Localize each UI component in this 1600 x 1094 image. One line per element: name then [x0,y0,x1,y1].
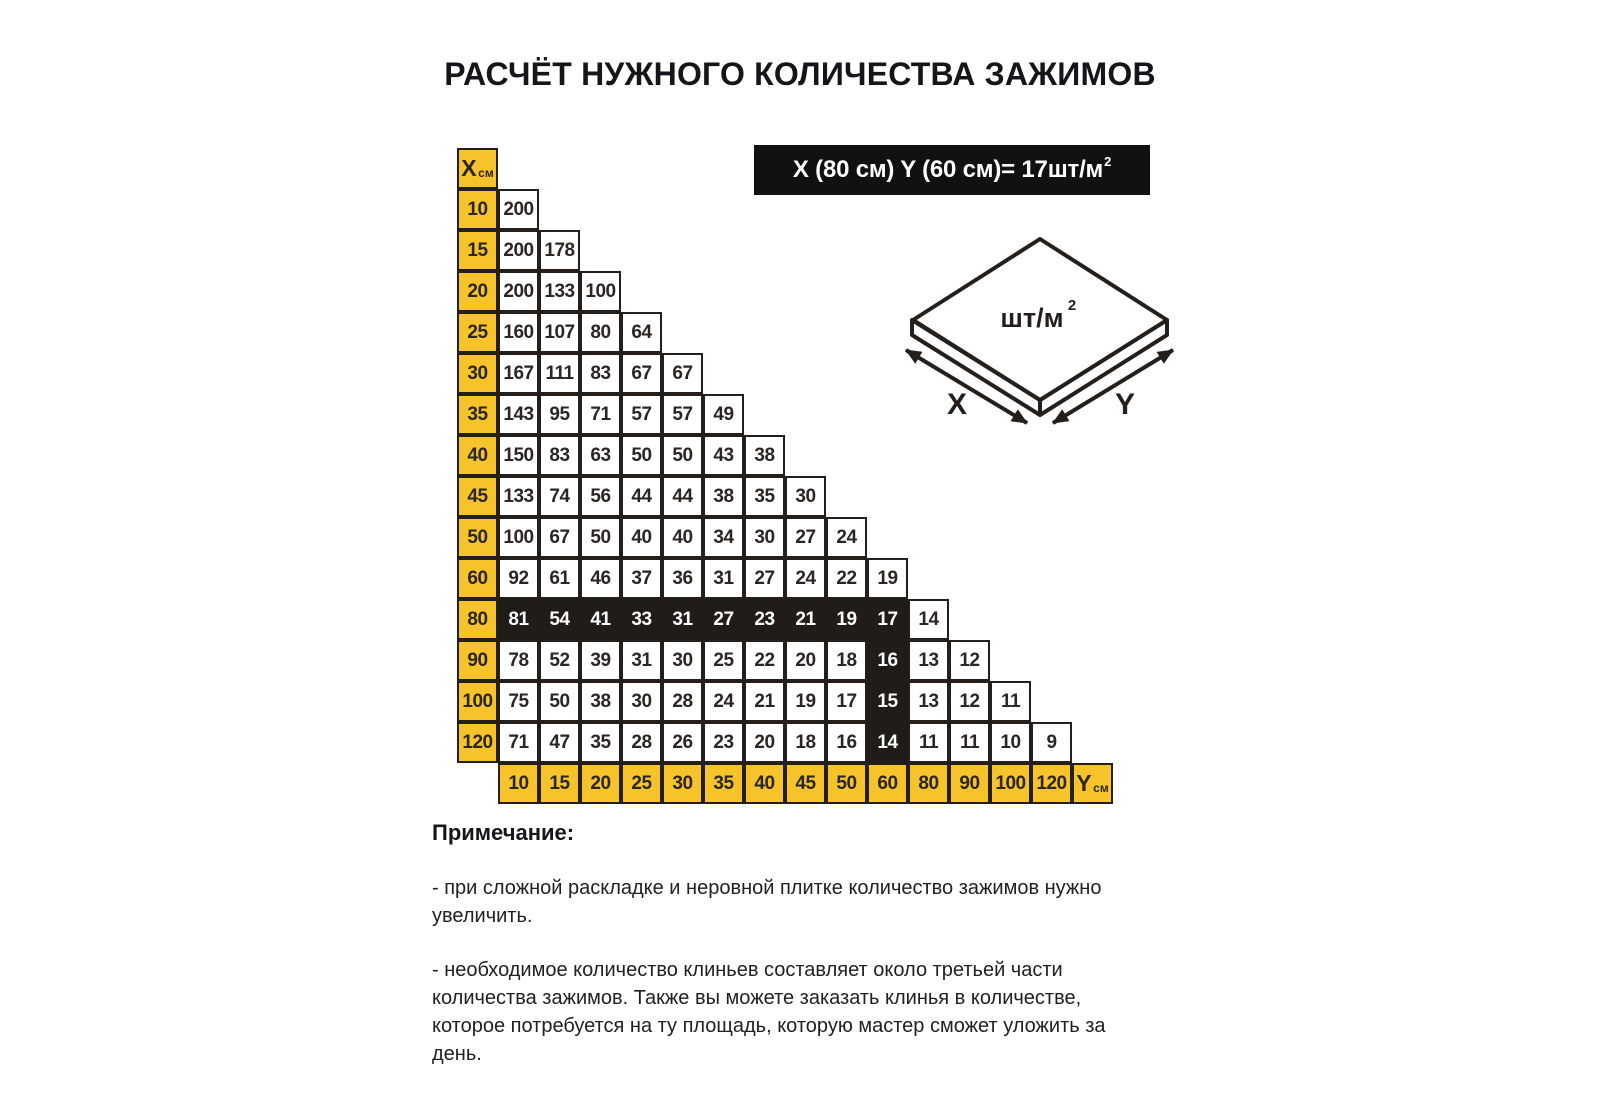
x-label-cell: 90 [457,640,498,681]
y-label-cell: 120 [1031,763,1072,804]
value-cell: 143 [498,394,539,435]
note-item: - при сложной раскладке и неровной плитке количество зажимов нужно увеличить. [432,877,1102,927]
value-cell: 14 [908,599,949,640]
value-cell: 12 [949,681,990,722]
value-cell: 23 [703,722,744,763]
value-cell: 67 [662,353,703,394]
value-cell: 36 [662,558,703,599]
tile-unit-superscript: 2 [1067,297,1077,314]
value-cell: 200 [498,271,539,312]
y-label-cell: 15 [539,763,580,804]
x-label-cell: 35 [457,394,498,435]
value-cell: 54 [539,599,580,640]
value-cell: 34 [703,517,744,558]
value-cell: 17 [826,681,867,722]
value-cell: 133 [498,476,539,517]
x-label-cell: 60 [457,558,498,599]
y-label-cell: 25 [621,763,662,804]
value-cell: 24 [785,558,826,599]
x-label-cell: 50 [457,517,498,558]
value-cell: 16 [826,722,867,763]
value-cell: 83 [539,435,580,476]
x-label-cell: 40 [457,435,498,476]
value-cell: 24 [826,517,867,558]
value-cell: 92 [498,558,539,599]
value-cell: 81 [498,599,539,640]
value-cell: 20 [744,722,785,763]
value-cell: 19 [826,599,867,640]
y-label-cell: 40 [744,763,785,804]
notes-section [432,820,1156,1094]
value-cell: 11 [990,681,1031,722]
value-cell: 38 [703,476,744,517]
value-cell: 13 [908,681,949,722]
value-cell: 31 [662,599,703,640]
y-label-cell: 100 [990,763,1031,804]
value-cell: 17 [867,599,908,640]
value-cell: 100 [580,271,621,312]
value-cell: 20 [785,640,826,681]
x-axis-label: X [946,388,968,421]
value-cell: 9 [1031,722,1072,763]
value-cell: 52 [539,640,580,681]
x-axis-corner-cell-unit: см [478,165,494,180]
value-cell: 38 [580,681,621,722]
x-axis-corner-cell-letter: X [461,155,477,181]
y-axis-label: Y [1114,388,1136,421]
value-cell: 37 [621,558,662,599]
value-cell: 24 [703,681,744,722]
value-cell: 50 [539,681,580,722]
y-label-cell: 35 [703,763,744,804]
value-cell: 80 [580,312,621,353]
value-cell: 56 [580,476,621,517]
value-cell: 100 [498,517,539,558]
value-cell: 95 [539,394,580,435]
value-cell: 21 [785,599,826,640]
value-cell: 31 [621,640,662,681]
value-cell: 27 [785,517,826,558]
value-cell: 18 [826,640,867,681]
value-cell: 18 [785,722,826,763]
value-cell: 40 [662,517,703,558]
value-cell: 38 [744,435,785,476]
value-cell: 40 [621,517,662,558]
value-cell: 50 [580,517,621,558]
value-cell: 133 [539,271,580,312]
value-cell: 63 [580,435,621,476]
value-cell: 30 [621,681,662,722]
value-cell: 31 [703,558,744,599]
y-label-cell: 30 [662,763,703,804]
value-cell: 30 [744,517,785,558]
value-cell: 35 [580,722,621,763]
x-label-cell: 120 [457,722,498,763]
tile-unit-label: шт/м [1000,303,1064,333]
value-cell: 13 [908,640,949,681]
x-label-cell: 80 [457,599,498,640]
value-cell: 64 [621,312,662,353]
value-cell: 178 [539,230,580,271]
value-cell: 75 [498,681,539,722]
y-axis-corner-cell-letter: Y [1076,770,1092,796]
x-axis-corner-cell [457,148,498,189]
y-label-cell: 10 [498,763,539,804]
value-cell: 11 [949,722,990,763]
x-label-cell: 100 [457,681,498,722]
value-cell: 11 [908,722,949,763]
value-cell: 61 [539,558,580,599]
value-cell: 111 [539,353,580,394]
y-label-cell: 80 [908,763,949,804]
value-cell: 107 [539,312,580,353]
value-cell: 28 [662,681,703,722]
value-cell: 27 [744,558,785,599]
value-cell: 160 [498,312,539,353]
value-cell: 57 [662,394,703,435]
value-cell: 78 [498,640,539,681]
x-label-cell: 10 [457,189,498,230]
note-item: - необходимое количество клиньев составляет около третьей части количества зажимов. Также вы можете заказать клинья в количестве, которое потребуется на ту площадь, которую мастер сможет уложить за день. [432,959,1106,1065]
value-cell: 150 [498,435,539,476]
value-cell: 35 [744,476,785,517]
clips-table [457,148,1117,808]
x-label-cell: 25 [457,312,498,353]
value-cell: 167 [498,353,539,394]
value-cell: 23 [744,599,785,640]
y-axis-corner-cell-unit: см [1093,780,1109,795]
value-cell: 22 [744,640,785,681]
value-cell: 44 [662,476,703,517]
value-cell: 200 [498,230,539,271]
value-cell: 50 [662,435,703,476]
value-cell: 71 [498,722,539,763]
example-formula-text: X (80 см) Y (60 см)= 17шт/м [792,156,1104,183]
value-cell: 57 [621,394,662,435]
value-cell: 67 [539,517,580,558]
y-label-cell: 45 [785,763,826,804]
y-axis-corner-cell [1072,763,1113,804]
example-formula-superscript: 2 [1104,153,1112,169]
value-cell: 43 [703,435,744,476]
value-cell: 19 [867,558,908,599]
notes-heading: Примечание: [432,820,575,845]
value-cell: 21 [744,681,785,722]
value-cell: 44 [621,476,662,517]
y-label-cell: 20 [580,763,621,804]
value-cell: 27 [703,599,744,640]
value-cell: 83 [580,353,621,394]
value-cell: 49 [703,394,744,435]
x-label-cell: 45 [457,476,498,517]
value-cell: 71 [580,394,621,435]
value-cell: 15 [867,681,908,722]
value-cell: 200 [498,189,539,230]
value-cell: 14 [867,722,908,763]
x-label-cell: 15 [457,230,498,271]
page-title: РАСЧЁТ НУЖНОГО КОЛИЧЕСТВА ЗАЖИМОВ [444,56,1156,92]
value-cell: 10 [990,722,1031,763]
value-cell: 67 [621,353,662,394]
value-cell: 22 [826,558,867,599]
value-cell: 28 [621,722,662,763]
value-cell: 46 [580,558,621,599]
value-cell: 16 [867,640,908,681]
value-cell: 25 [703,640,744,681]
value-cell: 30 [785,476,826,517]
x-label-cell: 30 [457,353,498,394]
value-cell: 12 [949,640,990,681]
value-cell: 39 [580,640,621,681]
value-cell: 33 [621,599,662,640]
value-cell: 41 [580,599,621,640]
value-cell: 50 [621,435,662,476]
y-label-cell: 60 [867,763,908,804]
value-cell: 30 [662,640,703,681]
value-cell: 74 [539,476,580,517]
value-cell: 19 [785,681,826,722]
value-cell: 26 [662,722,703,763]
value-cell: 47 [539,722,580,763]
y-label-cell: 50 [826,763,867,804]
x-label-cell: 20 [457,271,498,312]
y-label-cell: 90 [949,763,990,804]
